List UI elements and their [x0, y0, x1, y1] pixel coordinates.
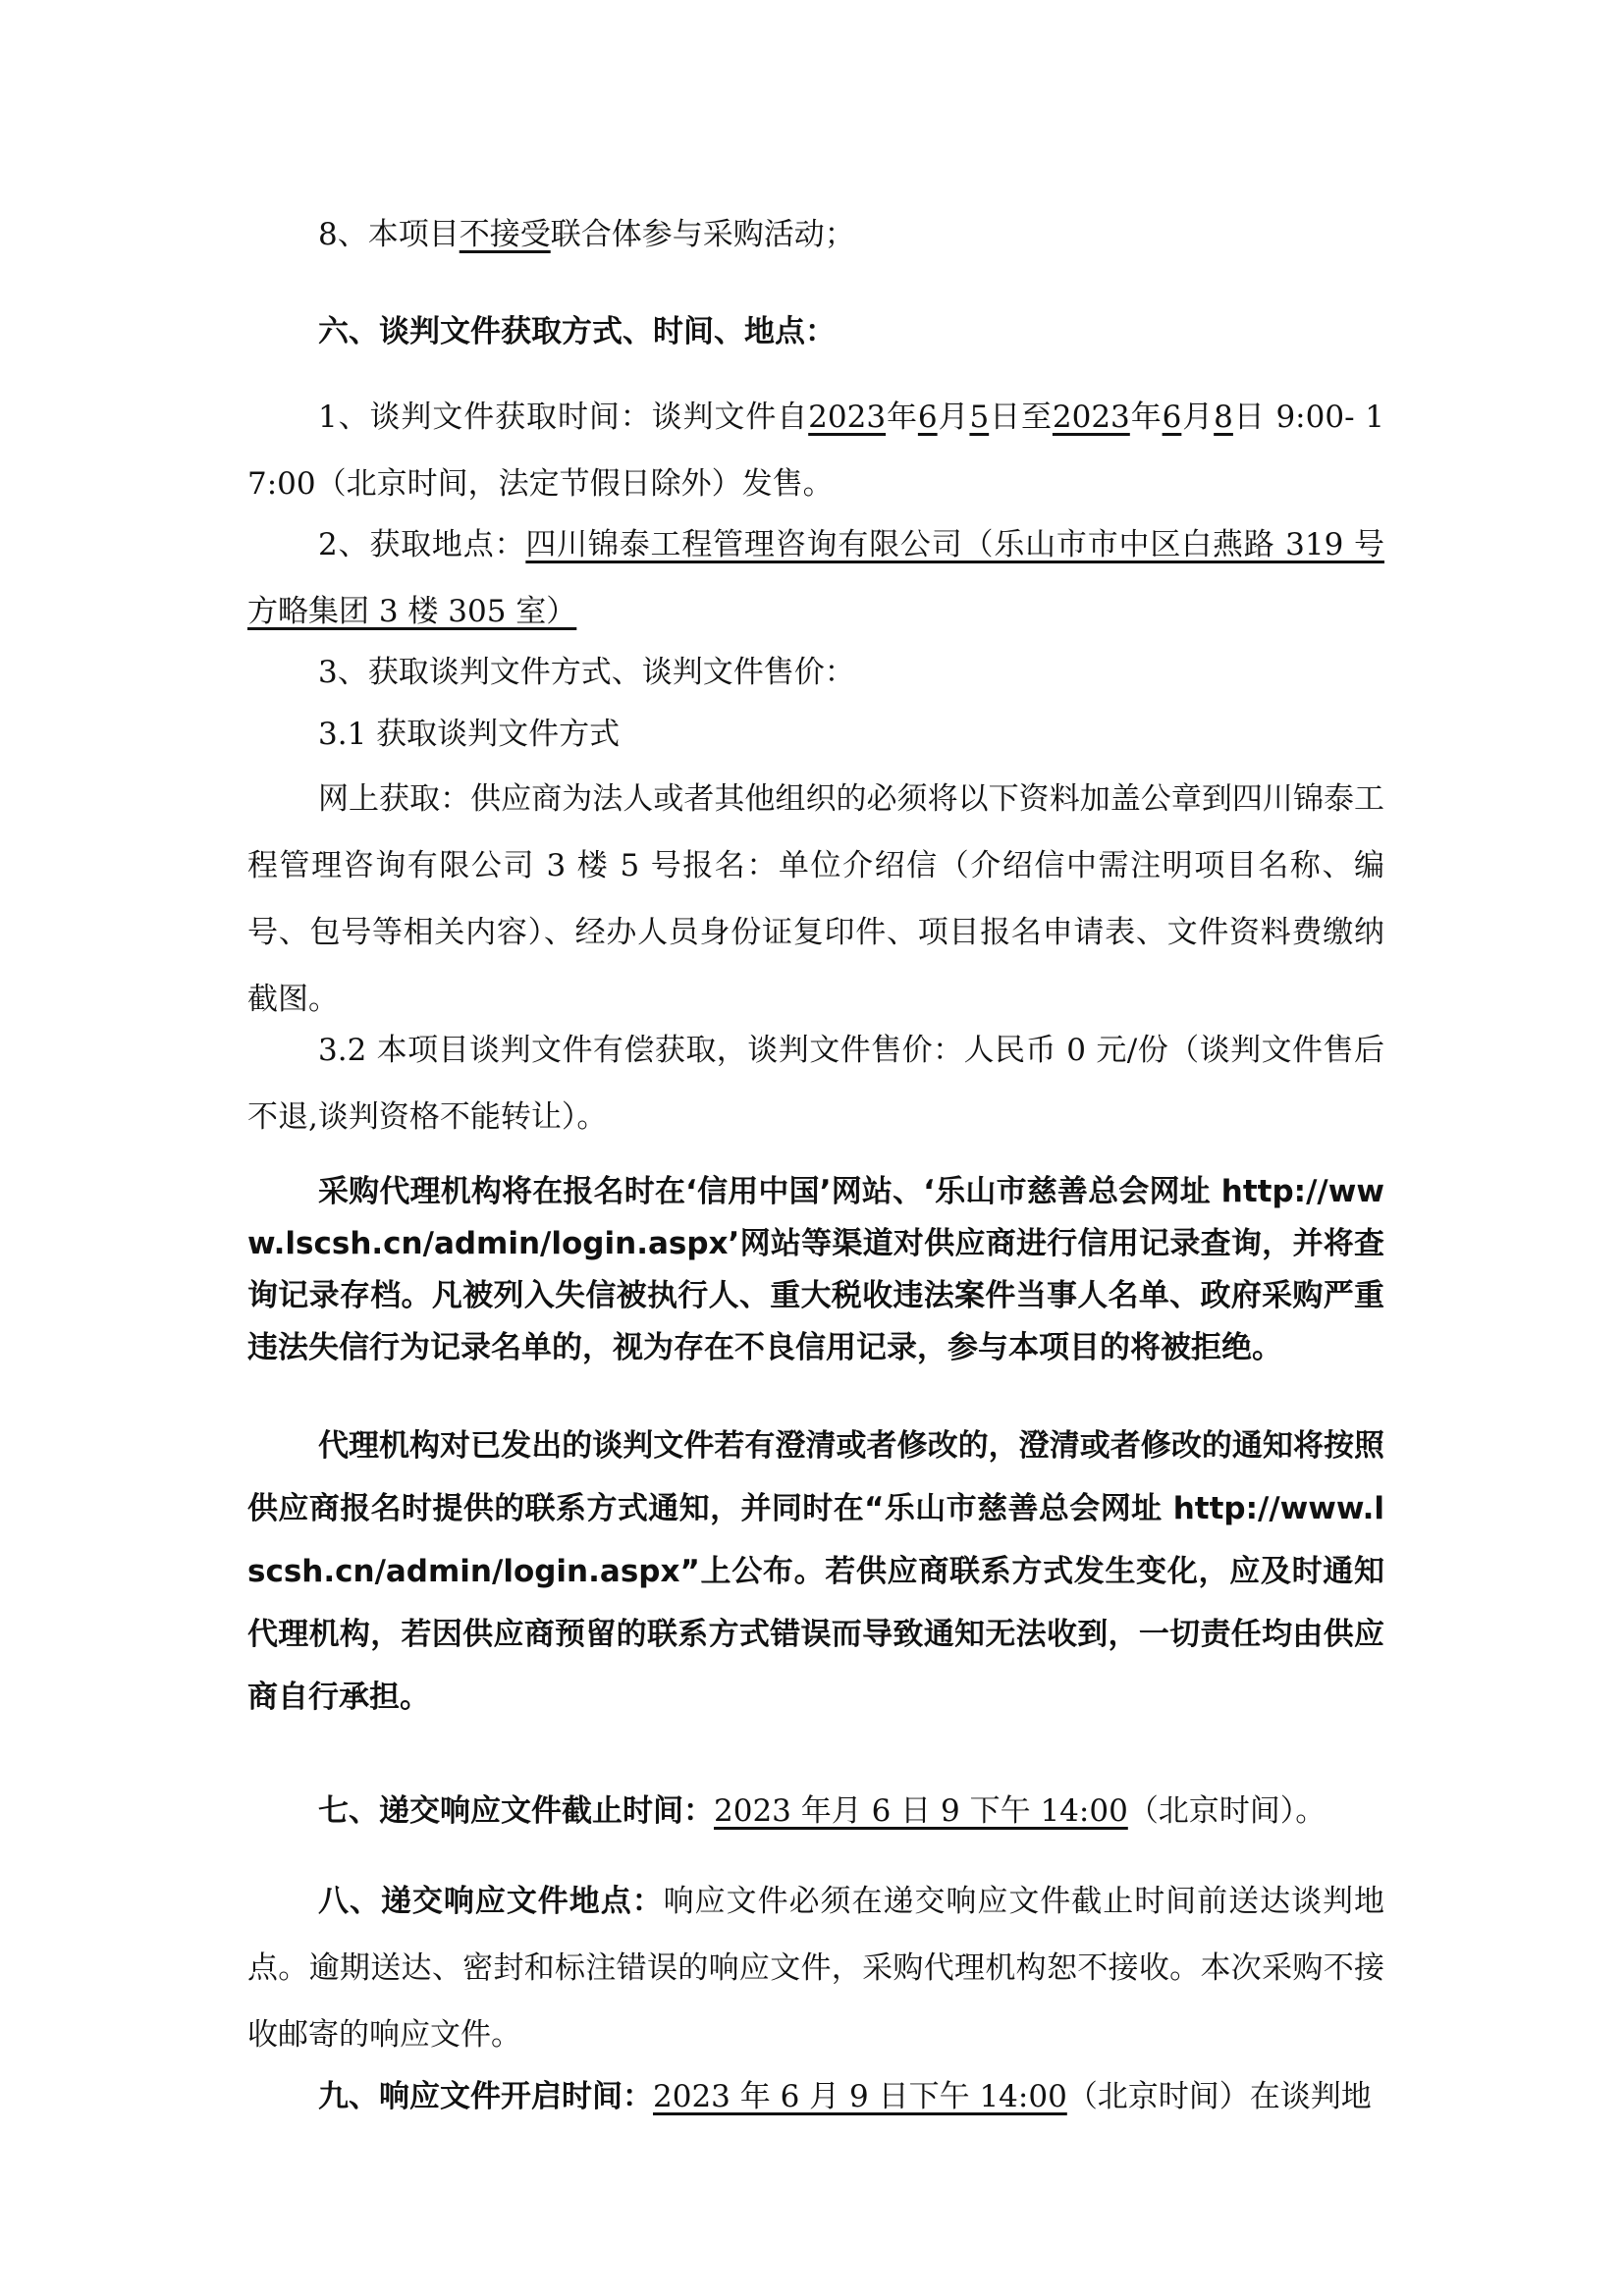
section-6-heading: 六、谈判文件获取方式、时间、地点： — [318, 314, 836, 349]
item-3-1-method: 3.1 获取谈判文件方式 — [318, 717, 621, 752]
item-1-acquisition-time: 1、谈判文件获取时间：谈判文件自2023年6月5日至2023年6月8日 9:00- 17:00（北京时间，法定节假日除外）发售。 — [247, 400, 1385, 502]
item-2-acquisition-place: 2、获取地点：四川锦泰工程管理咨询有限公司（乐山市市中区白燕路 319 号方略集团 3 楼 305 室） — [247, 527, 1384, 629]
item-8-consortium: 8、本项目不接受联合体参与采购活动； — [318, 217, 855, 252]
opening-datetime: 2023 年 6 月 9 日下午 14:00 — [653, 2079, 1067, 2114]
deadline-datetime: 2023 年月 6 日 9 下午 14:00 — [714, 1793, 1128, 1829]
section-7-deadline: 七、递交响应文件截止时间：2023 年月 6 日 9 下午 14:00（北京时间）。 — [318, 1793, 1326, 1829]
clarification-paragraph: 代理机构对已发出的谈判文件若有澄清或者修改的，澄清或者修改的通知将按照供应商报名时提供的联系方式通知，并同时在“乐山市慈善总会网址 http://www.lscsh.cn/admin/login.aspx”上公布。若供应商联系方式发生变化，应及时通知代理机构，若因供应商预留的联系方式错误而导致通知无法收到，一切责任均由供应商自行承担。 — [247, 1428, 1384, 1715]
online-acquisition-text: 网上获取：供应商为法人或者其他组织的必须将以下资料加盖公章到四川锦泰工程管理咨询有限公司 3 楼 5 号报名：单位介绍信（介绍信中需注明项目名称、编号、包号等相关内容）、经办人员身份证复印件、项目报名申请表、文件资料费缴纳截图。 — [247, 781, 1384, 1017]
item-3-2-price: 3.2 本项目谈判文件有偿获取，谈判文件售价：人民币 0 元/份（谈判文件售后不退,谈判资格不能转让）。 — [247, 1033, 1384, 1135]
section-9-opening-time: 九、响应文件开启时间：2023 年 6 月 9 日下午 14:00（北京时间）在谈判地 — [318, 2079, 1372, 2114]
not-accepted-underlined: 不接受 — [459, 217, 551, 252]
item-3-method-price: 3、获取谈判文件方式、谈判文件售价： — [318, 655, 855, 690]
credit-check-paragraph: 采购代理机构将在报名时在‘信用中国’网站、‘乐山市慈善总会网址 http://www.lscsh.cn/admin/login.aspx’网站等渠道对供应商进行信用记录查询，并将查询记录存档。凡被列入失信被执行人、重大税收违法案件当事人名单、政府采购严重违法失信行为记录名单的，视为存在不良信用记录，参与本项目的将被拒绝。 — [247, 1174, 1384, 1365]
acquisition-address: 四川锦泰工程管理咨询有限公司（乐山市市中区白燕路 319 号方略集团 3 楼 305 室） — [247, 527, 1384, 629]
section-8-place: 八、递交响应文件地点：响应文件必须在递交响应文件截止时间前送达谈判地点。逾期送达、密封和标注错误的响应文件，采购代理机构恕不接收。本次采购不接收邮寄的响应文件。 — [247, 1884, 1385, 2053]
